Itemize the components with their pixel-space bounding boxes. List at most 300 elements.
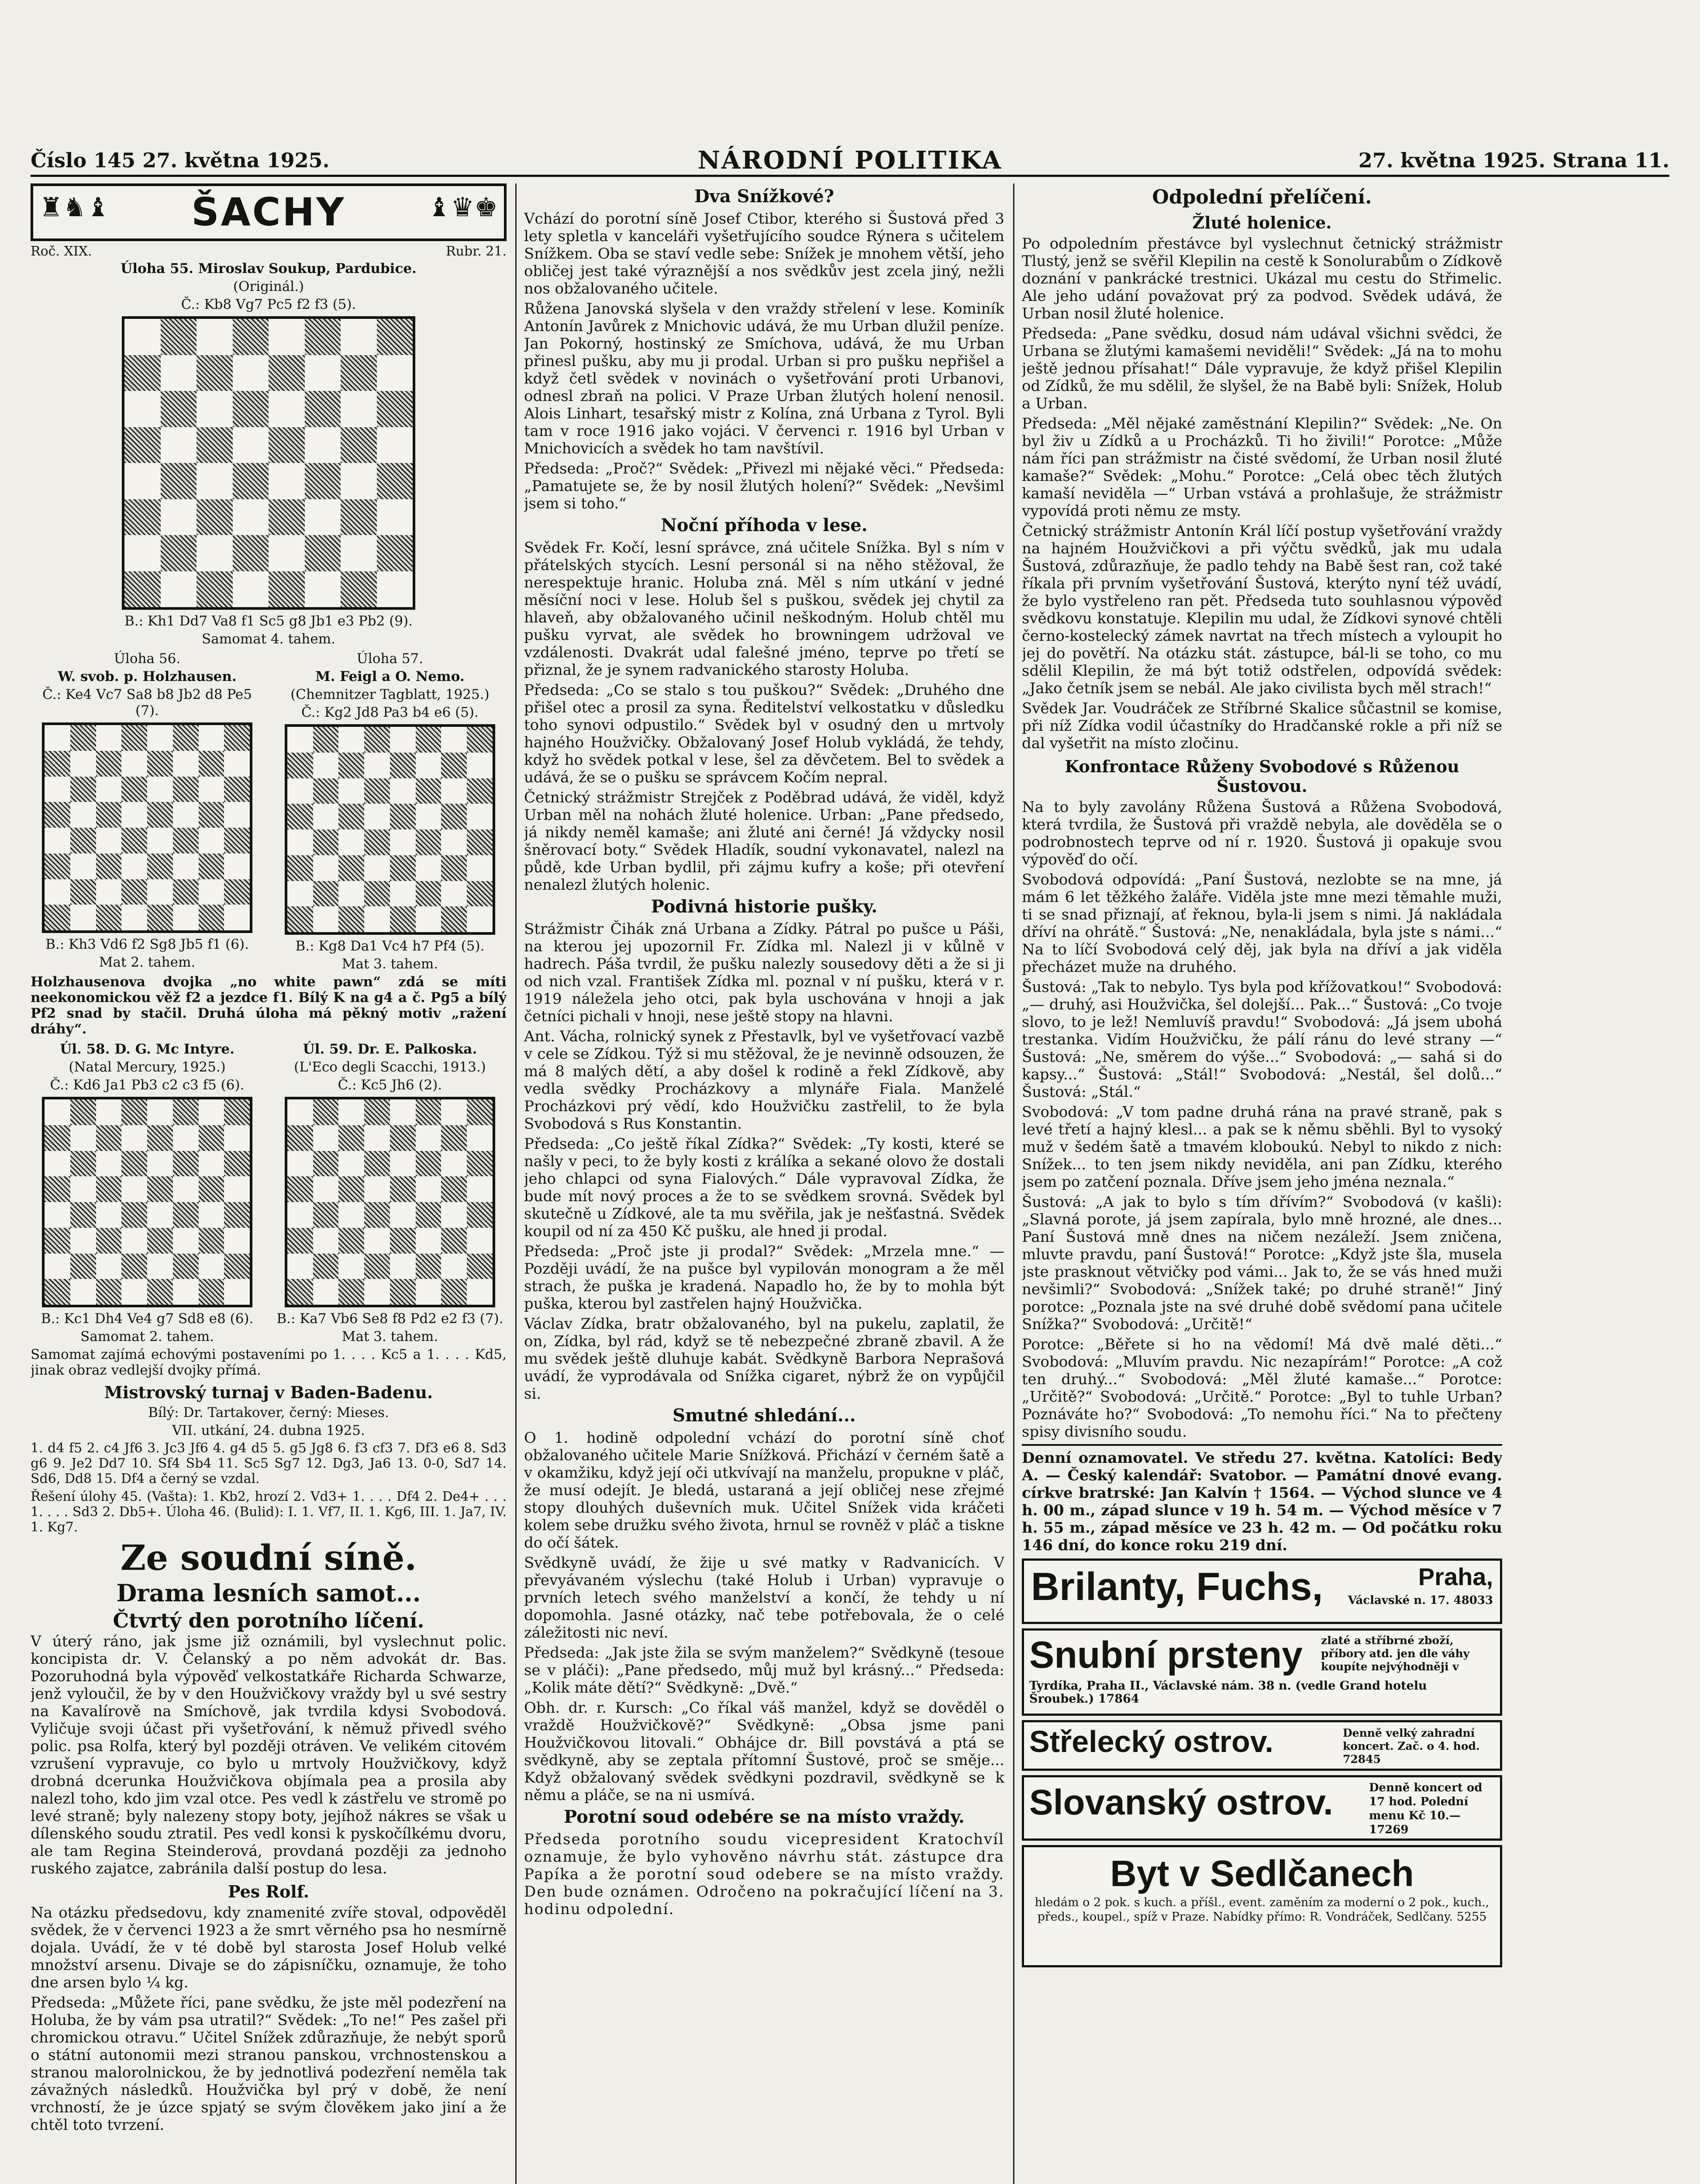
board-square <box>121 905 147 930</box>
board-square <box>224 725 250 751</box>
board-square <box>305 319 341 355</box>
board-square <box>313 778 339 804</box>
board-square <box>441 906 467 932</box>
board-square <box>269 391 305 427</box>
ad-text: Denně velký zahradní koncert. Zač. o 4. hod. 72845 <box>1343 1727 1480 1766</box>
board-square <box>121 828 147 854</box>
board-square <box>199 1279 224 1305</box>
board-square <box>70 828 96 854</box>
board-square <box>124 391 161 427</box>
board-square <box>287 906 313 932</box>
problem-58-goal: Samomat 2. tahem. <box>80 1329 214 1344</box>
board-square <box>441 881 467 907</box>
board-square <box>416 1228 441 1254</box>
board-square <box>70 802 96 828</box>
board-square <box>341 391 377 427</box>
board-square <box>377 391 413 427</box>
board-square <box>305 571 341 608</box>
board-square <box>121 802 147 828</box>
board-square <box>287 1254 313 1279</box>
board-square <box>338 906 364 932</box>
ad-strelecky-ostrov <box>1022 1720 1502 1771</box>
board-square <box>147 1228 173 1254</box>
problem-57-white: B.: Kg8 Da1 Vc4 h7 Pf4 (5). <box>295 938 485 954</box>
problem-57-source: (Chemnitzer Tagblatt, 1925.) <box>290 687 490 702</box>
problem-59-black: Č.: Kc5 Jh6 (2). <box>338 1077 442 1093</box>
board-square <box>467 778 493 804</box>
board-square <box>364 881 390 907</box>
board-square <box>233 427 269 463</box>
board-square <box>161 391 197 427</box>
board-square <box>390 829 416 855</box>
board-square <box>341 463 377 499</box>
board-square <box>467 753 493 778</box>
board-square <box>173 854 199 879</box>
board-square <box>173 1176 199 1202</box>
board-square <box>467 1151 493 1177</box>
board-square <box>233 319 269 355</box>
problem-55-goal: Samomat 4. tahem. <box>202 631 335 647</box>
problem-59-goal: Mat 3. tahem. <box>341 1329 438 1344</box>
board-square <box>45 1279 70 1305</box>
board-square <box>121 1279 147 1305</box>
article-paragraph: Svědek Fr. Kočí, lesní správce, zná učitele Snížka. Byl s ním v přátelských stycích. Lesní personál si na něho stěžoval, že nerespektuje hranic. Holuba zná. Měl s ním utkání v jedné měsíční noci v lese. Holub šel s puškou, svědek jej chytil za hlaveň, aby obžalovaného učinil neškodným. Holub chtěl mu pušku vyrvat, ale svědek ho browningem udržoval ve vzdálenosti. Dvakrát udal falešné jméno, teprve po třetí se přiznal, že je synem radvanického starosty Holuba. <box>524 539 1004 679</box>
board-square <box>147 725 173 751</box>
court-subtitle: Drama lesních samot... <box>116 1579 421 1607</box>
board-square <box>147 1279 173 1305</box>
board-square <box>173 1151 199 1177</box>
board-square <box>338 804 364 829</box>
board-square <box>377 535 413 571</box>
board-square <box>313 1228 339 1254</box>
board-square <box>390 906 416 932</box>
board-square <box>390 881 416 907</box>
board-square <box>45 802 70 828</box>
board-square <box>45 905 70 930</box>
solutions: Řešení úlohy 45. (Vašta): 1. Kb2, hrozí 2. Vd3+ 1. . . . Df4 2. De4+ . . . 1. . . . Sd3 2. Db5+. Úloha 46. (Bulid): I. 1. Vf7, II. 1. Kg6, III. 1. Ja7, IV. 1. Kg7. <box>31 1489 507 1535</box>
article-paragraph: Předseda: „Proč jste ji prodal?“ Svědek: „Mrzela mne.“ — Později uvádí, že na pušce byl vypilován monogram a že měl strach, že puška je kradená. Napadlo ho, že by to mohla být puška, kterou byl zastřelen hajný Houžvička. <box>524 1243 1004 1313</box>
board-square <box>224 1125 250 1151</box>
board-square <box>441 1125 467 1151</box>
board-square <box>199 1202 224 1228</box>
right-column <box>1022 183 1502 2184</box>
board-square <box>124 463 161 499</box>
problem-59-white: B.: Ka7 Vb6 Se8 f8 Pd2 e2 f3 (7). <box>276 1311 503 1327</box>
board-square <box>233 535 269 571</box>
board-square <box>313 1125 339 1151</box>
board-square <box>313 855 339 881</box>
chess-board-59 <box>285 1097 495 1307</box>
article-paragraph: Šustová: „A jak to bylo s tím dřívím?“ Svobodová (v kašli): „Slavná porote, já jsem zapírala, bylo mně hrozné, ale dnes... Paní Šustová mně dnes na ničem nezáleží. Jsem zničena, mluvte pravdu, paní Šustová!“ Porotce: „Když jste šla, musela jste prasknout větvičky pod vámi... Jak to, že se vás hned muži nevšimli?“ Svobodová: „Snížek také; po druhé straně!“ Jiný porotce: „Poznala jste na své druhé době svědomí pana učitele Snížka?“ Svobodová: „Určitě!“ <box>1022 1193 1502 1333</box>
board-square <box>364 1099 390 1125</box>
board-square <box>467 906 493 932</box>
board-square <box>70 1125 96 1151</box>
board-square <box>121 1151 147 1177</box>
chess-column <box>31 183 507 2184</box>
chess-pieces-icon: ♜♞♝ <box>39 192 110 223</box>
board-square <box>199 777 224 802</box>
board-square <box>338 1228 364 1254</box>
board-square <box>121 879 147 905</box>
board-square <box>377 571 413 608</box>
board-square <box>199 1099 224 1125</box>
board-square <box>96 751 122 777</box>
problem-57-author: M. Feigl a O. Nemo. <box>315 669 465 684</box>
board-square <box>124 571 161 608</box>
board-square <box>416 1176 441 1202</box>
ad-city: Praha, <box>1418 1563 1493 1590</box>
board-square <box>338 1279 364 1305</box>
ad-brand: Slovanský ostrov. <box>1029 1783 1333 1822</box>
ad-text: hledám o 2 pok. s kuch. a příšl., event. zaměním za moderní o 2 pok., kuch., předs., koupel., spíž v Praze. Nabídky přímo: R. Vondráček, Sedlčany. 5255 <box>1034 1896 1490 1924</box>
board-square <box>269 535 305 571</box>
board-square <box>173 777 199 802</box>
column-divider <box>1013 183 1014 2184</box>
board-square <box>287 804 313 829</box>
article-paragraph: Po odpoledním přestávce byl vyslechnut četnický strážmistr Tlustý, jenž se svěřil Klepilin na cestě k Sonolurabům o Zídkově doznání v pankrácké trestnici. Ukázal mu cestu do Střimelic. Ale jeho udání považovat prý za podvod. Svědek udává, že Urban nosil žluté holenice. <box>1022 235 1502 322</box>
board-square <box>416 1279 441 1305</box>
article-paragraph: Předseda: „Proč?“ Svědek: „Přivezl mi nějaké věci.“ Předseda: „Pamatujete se, že by nosil žlutých holení?“ Svědek: „Nevšiml jsem si toho.“ <box>524 460 1004 512</box>
board-square <box>269 319 305 355</box>
board-square <box>124 319 161 355</box>
date-page: 27. května 1925. Strana 11. <box>1358 149 1669 172</box>
middle-column <box>524 183 1004 2184</box>
board-square <box>70 1099 96 1125</box>
board-square <box>161 571 197 608</box>
board-square <box>377 463 413 499</box>
board-square <box>45 725 70 751</box>
board-square <box>96 1228 122 1254</box>
board-square <box>224 854 250 879</box>
board-square <box>467 1228 493 1254</box>
board-square <box>313 1279 339 1305</box>
board-square <box>313 753 339 778</box>
board-square <box>390 1151 416 1177</box>
court-paragraph: Na otázku předsedovu, kdy znamenité zvíře stoval, odpověděl svědek, že v červenci 1923 a že smrt věrného psa ho nesmírně dojala. Uvádí, že v té době byl starosta Josef Holub velké množství arsenu. Divaje se do zápisníčku, oznamuje, že toho dne arsen bylo ¼ kg. <box>31 1904 507 1991</box>
board-square <box>224 1228 250 1254</box>
board-square <box>199 751 224 777</box>
calendar-notice: Denní oznamovatel. Ve středu 27. května. Katolíci: Bedy A. — Český kalendář: Svatobor. — Památní dnové evang. církve bratrské: Jan Kalvín † 1564. — Východ slunce ve 4 h. 00 m., západ slunce v 19 h. 54 m. — Východ měsíce v 7 h. 55 m., západ měsíce ve 23 h. 42 m. — Od počátku roku 146 dní, do konce roku 219 dní. <box>1022 1449 1502 1554</box>
article-paragraph: Porotce: „Běřete si ho na vědomí! Má dvě malé děti...“ Svobodová: „Mluvím pravdu. Nic nezapírám!“ Porotce: „A což ten druhý...“ Svobodová: „Měl žluté kamaše...“ Porotce: „Určitě?“ Svobodová: „Určitě.“ Porotce: „Byl to tuhle Urban? Poznáváte ho?“ Svobodová: „To nemohu říci.“ Na to přečteny spisy divisního soudu. <box>1022 1336 1502 1441</box>
board-square <box>390 778 416 804</box>
board-square <box>161 535 197 571</box>
board-square <box>199 1176 224 1202</box>
article-paragraph: Předseda porotního soudu vicepresident Kratochvíl oznamuje, že bylo vyhověno návrhu stát. zástupce dra Papíka a že porotní soud odebere se na místo vraždy. Den bude oznámen. Odročeno na pokračující líčení na 3. hodinu odpolední. <box>524 1831 1004 1918</box>
board-square <box>305 463 341 499</box>
board-square <box>173 1125 199 1151</box>
chess-board-55 <box>122 316 415 610</box>
board-square <box>441 804 467 829</box>
board-square <box>441 855 467 881</box>
board-square <box>269 463 305 499</box>
board-square <box>338 829 364 855</box>
board-square <box>313 1254 339 1279</box>
board-square <box>45 828 70 854</box>
board-square <box>341 427 377 463</box>
board-square <box>341 571 377 608</box>
article-paragraph: Vchází do porotní síně Josef Ctibor, kterého si Šustová před 3 lety spletla v kanceláři vyšetřujícího soudce Rýnera s učitelem Snížkem. Oba se staví vedle sebe: Snížek je mnohem větší, jeho obličej jest také výraznější a nos svědkův jest zcela jiný, nežli nos obžalovaného učitele. <box>524 210 1004 297</box>
board-square <box>338 1099 364 1125</box>
game-moves: 1. d4 f5 2. c4 Jf6 3. Jc3 Jf6 4. g4 d5 5. g5 Jg8 6. f3 cf3 7. Df3 e6 8. Sd3 g6 9. Je2 Dd7 10. Sf4 Sb4 11. Sc5 Sg7 12. Dg3, Ja6 13. 0-0, Sd7 14. Sd6, Dd8 15. Df4 a černý se vzdal. <box>31 1441 507 1486</box>
board-square <box>147 751 173 777</box>
board-square <box>224 1099 250 1125</box>
chess-board-58 <box>42 1097 252 1307</box>
ad-text: zlaté a stříbrné zboží, příbory atd. jen dle váhy koupíte nejvýhodněji v <box>1321 1634 1470 1673</box>
board-square <box>390 804 416 829</box>
board-square <box>96 802 122 828</box>
board-square <box>70 879 96 905</box>
board-square <box>124 535 161 571</box>
board-square <box>467 829 493 855</box>
article-heading: Dva Snížkové? <box>694 186 834 207</box>
board-square <box>233 499 269 536</box>
board-square <box>173 751 199 777</box>
board-square <box>287 1202 313 1228</box>
board-square <box>96 905 122 930</box>
board-square <box>390 1228 416 1254</box>
board-square <box>161 427 197 463</box>
ad-snubni-prsteny <box>1022 1628 1502 1716</box>
board-square <box>173 1099 199 1125</box>
article-paragraph: Ant. Vácha, rolnický synek z Přestavlk, byl ve vyšetřovací vazbě v cele se Zídkou. Týž si mu stěžoval, že je nevinně odsouzen, že má 8 malých dětí, a aby došel k rodině a řekl Zídkově, aby vedla svědky Procházkovy a mlynáře Fiala. Manželé Procházkovi prý vědí, kdo Houžvičku zastřelil, to že byla Svobodová s Rus Konstantin. <box>524 1028 1004 1133</box>
board-square <box>173 905 199 930</box>
article-paragraph: Václav Zídka, bratr obžalovaného, byl na pukelu, zaplatil, že on, Zídka, byl rád, když se tě nebezpečné zbraně zbavil. A že mu svědek ještě dluhuje kabát. Svědkyně Barbora Neprašová uvádí, že vyprodávala od Snížka cigaret, nýbrž že on vypůjčil si. <box>524 1315 1004 1403</box>
board-square <box>224 1254 250 1279</box>
board-square <box>173 1202 199 1228</box>
board-square <box>467 804 493 829</box>
column-divider <box>515 183 517 2184</box>
board-square <box>441 778 467 804</box>
board-square <box>364 855 390 881</box>
board-square <box>173 1254 199 1279</box>
board-square <box>364 727 390 753</box>
board-square <box>121 1254 147 1279</box>
board-square <box>313 1099 339 1125</box>
board-square <box>416 778 441 804</box>
problem-57-label: Úloha 57. <box>356 651 424 667</box>
chess-pieces-icon: ♝♛♚ <box>427 192 498 223</box>
article-paragraph: Svobodová: „V tom padne druhá rána na pravé straně, pak s levé třetí a hajný klesl... a pak se k němu sběhli. Byl to vysoký muž v šedém šatě a tmavém kloboukú. Nebyl to nikdo z nich: Snížek... to ten jsem nikdy neviděla, ani pan Zídku, kterého jsem po zatčení poznala. Dříve jsem jeho jména neznala.“ <box>1022 1103 1502 1191</box>
board-square <box>224 828 250 854</box>
board-square <box>199 725 224 751</box>
board-square <box>305 355 341 391</box>
board-square <box>70 854 96 879</box>
ad-address: Tyrdíka, Praha II., Václavské nám. 38 n. (vedle Grand hotelu Šroubek.) 17864 <box>1029 1679 1427 1706</box>
rubric: Rubr. 21. <box>446 244 507 259</box>
board-square <box>287 778 313 804</box>
problem-55-title: Úloha 55. Miroslav Soukup, Pardubice. <box>121 261 417 276</box>
board-square <box>161 499 197 536</box>
board-square <box>441 753 467 778</box>
board-square <box>161 319 197 355</box>
board-square <box>96 1125 122 1151</box>
board-square <box>416 1099 441 1125</box>
board-square <box>416 906 441 932</box>
board-square <box>45 879 70 905</box>
board-square <box>147 777 173 802</box>
board-square <box>390 727 416 753</box>
board-square <box>467 1202 493 1228</box>
board-square <box>287 727 313 753</box>
ad-brand: Byt v Sedlčanech <box>1110 1853 1414 1894</box>
board-square <box>161 463 197 499</box>
board-square <box>341 499 377 536</box>
board-square <box>161 355 197 391</box>
board-square <box>338 1254 364 1279</box>
holzhausen-note: Holzhausenova dvojka „no white pawn“ zdá se míti neekonomickou věž f2 a jezdce f1. Bílý K na g4 a č. Pg5 a bílý Pf2 snad by stačil. Druhá úloha má pěkný motiv „ražení dráhy“. <box>31 974 507 1037</box>
board-square <box>364 778 390 804</box>
rolf-heading: Pes Rolf. <box>228 1882 309 1901</box>
board-square <box>338 1202 364 1228</box>
board-square <box>287 881 313 907</box>
board-square <box>364 1125 390 1151</box>
board-square <box>313 906 339 932</box>
board-square <box>124 355 161 391</box>
board-square <box>96 1176 122 1202</box>
board-square <box>173 1279 199 1305</box>
article-subheading: Žluté holenice. <box>1192 213 1332 232</box>
board-square <box>147 1151 173 1177</box>
board-square <box>96 1202 122 1228</box>
board-square <box>341 355 377 391</box>
board-square <box>390 1099 416 1125</box>
ad-text: Denně koncert od 17 hod. Polední menu Kč 10.— 17269 <box>1369 1781 1483 1836</box>
board-square <box>377 427 413 463</box>
board-square <box>45 854 70 879</box>
board-square <box>199 1125 224 1151</box>
board-square <box>364 1176 390 1202</box>
board-square <box>338 1176 364 1202</box>
board-square <box>70 905 96 930</box>
board-square <box>441 1176 467 1202</box>
court-title: Ze soudní síně. <box>120 1537 417 1578</box>
board-square <box>121 1125 147 1151</box>
board-square <box>416 1254 441 1279</box>
board-square <box>441 1228 467 1254</box>
board-square <box>467 1099 493 1125</box>
board-square <box>305 391 341 427</box>
board-square <box>199 828 224 854</box>
board-square <box>224 777 250 802</box>
chess-heading <box>31 183 507 241</box>
board-square <box>364 753 390 778</box>
board-square <box>313 1202 339 1228</box>
article-paragraph: Předseda: „Měl nějaké zaměstnání Klepilin?“ Svědek: „Ne. On byl živ u Zídků a u Procházků. Ti ho živili!“ Porotce: „Může nám říci pan strážmistr na čisté svědomí, že Urban nosil žluté kamaše?“ Svědek: „Mohu.“ Porotce: „Celá obec těch žlutých kamaší neviděla —“ Urban vstává a prohlašuje, že strážmistr vypovídá proti němu ze msty. <box>1022 415 1502 520</box>
board-square <box>45 1254 70 1279</box>
board-square <box>364 804 390 829</box>
ad-slovansky-ostrov <box>1022 1775 1502 1841</box>
article-paragraph: O 1. hodině odpolední vchází do porotní síně choť obžalovaného učitele Marie Snížková. Přichází v černém šatě a v okamžiku, když její oči utkvívají na manželu, propukne v pláč, že musí odejít. Je bledá, ustaraná a její obličej nese zřejmé stopy dlouhých duševních muk. Učitel Snížek vida kráčeti kolem sebe družku svého života, hrnul se rovněž v pláč a tiskne do očí šátek. <box>524 1429 1004 1552</box>
problem-59-label: Úl. 59. Dr. E. Palkoska. <box>303 1041 477 1057</box>
problem-58-label: Úl. 58. D. G. Mc Intyre. <box>60 1041 234 1057</box>
board-square <box>197 571 233 608</box>
board-square <box>441 1279 467 1305</box>
board-square <box>121 1202 147 1228</box>
article-paragraph: Předseda: „Jak jste žila se svým manželem?“ Svědkyně (tesoue se v pláči): „Pane předsedo, můj muž byl krásný...“ Předseda: „Kolik máte dětí?“ Svědkyně: „Dvě.“ <box>524 1644 1004 1697</box>
board-square <box>305 535 341 571</box>
article-paragraph: Předseda: „Co ještě říkal Zídka?“ Svědek: „Ty kosti, které se našly v peci, to že byly kosti z králíka a sekané olovo že dostali jeho chlapci od syna Fialových.“ Dále vypravoval Zídka, že bude mít nový proces a že to se svědkem srovná. Svědek byl skutečně u Zídkové, ale ta mu svěřila, jak je nešťastná. Svědek koupil od ní za 450 Kč pušku, ale hned ji prodal. <box>524 1135 1004 1240</box>
board-square <box>287 1176 313 1202</box>
board-square <box>467 855 493 881</box>
chess-board-56 <box>42 722 252 933</box>
board-square <box>197 355 233 391</box>
board-square <box>341 319 377 355</box>
board-square <box>287 1279 313 1305</box>
board-square <box>96 1254 122 1279</box>
board-square <box>173 1228 199 1254</box>
problem-56-black: Č.: Ke4 Vc7 Sa8 b8 Jb2 d8 Pe5 (7). <box>42 687 252 719</box>
court-paragraph: V úterý ráno, jak jsme již oznámili, byl vyslechnut polic. koncipista dr. V. Čelanský a po něm advokát dr. Bas. Pozoruhodná byla výpověď velkostatkáře Richarda Schwarze, jenž vyloučil, že by v den Houžvičkovy vraždy byl u své sestry na Kavalírově na Smíchově, jak tvrdila kdysi Svobodová. Vyličuje svoji účast při vyšetřování, k němuž přivedl svého polic. psa Rolfa, který byl později otráven. Ve velikém citovém vzrušení vypravuje, co bylo u mrtvoly Houžvičkovy, když drobná dcerunka Houžvičkova objímala pea a prosila aby nalezl toho, kdo jim vzal otce. Pes vedl k zástřelu ve stromě po levé straně; byly nalezeny stopy boty, jejíhož nákres se však u dílenského soudu ztratil. Pes vedl konsi k pyskočílkému dvoru, ale tam Regina Steinderová, provdaná později za jednoho ruského zajatce, zabránila další postup do lesa. <box>31 1633 507 1877</box>
board-square <box>313 881 339 907</box>
board-square <box>121 725 147 751</box>
problem-57-black: Č.: Kg2 Jd8 Pa3 b4 e6 (5). <box>301 705 479 720</box>
board-square <box>121 1099 147 1125</box>
article-paragraph: Předseda: „Co se stalo s tou puškou?“ Svědek: „Druhého dne přišel otec a prosil za syna. Ředitelství velkostatku v důsledku toho synovi odpustilo.“ Svědek byl v osudný den u mrtvoly hajného Houžvičky. Obžalovaný Josef Holub vykládá, že tehdy, když ho svědek potkal v lese, šel za děvčetem. Bel to svědek a udává, že se o pušku se správcem Kočím nepral. <box>524 681 1004 786</box>
board-square <box>416 1151 441 1177</box>
board-square <box>147 879 173 905</box>
board-square <box>467 1125 493 1151</box>
board-square <box>45 1151 70 1177</box>
board-square <box>45 1202 70 1228</box>
board-square <box>364 1151 390 1177</box>
problem-58-source: (Natal Mercury, 1925.) <box>69 1059 226 1075</box>
board-square <box>199 1254 224 1279</box>
board-square <box>416 855 441 881</box>
board-square <box>197 391 233 427</box>
board-square <box>121 1176 147 1202</box>
board-square <box>96 828 122 854</box>
board-square <box>338 881 364 907</box>
board-square <box>441 727 467 753</box>
board-square <box>173 725 199 751</box>
board-square <box>364 1279 390 1305</box>
board-square <box>45 1176 70 1202</box>
board-square <box>147 1125 173 1151</box>
board-square <box>70 725 96 751</box>
article-paragraph: Šustová: „Tak to nebylo. Tys byla pod křížovatkou!“ Svobodová: „— druhý, asi Houžvička, šel dolejší... Pak...“ Šustová: „Co tvoje slovo, to je lež! Nemluvíš pravdu!“ Svobodová: „Já jsem ubohá trestanka. Vidím Houžvičku, že pálí ránu do levé strany —“ Šustová: „Ne, směrem do výše...“ Svobodová: „— sahá si do kapsy...“ Šustová: „Stál!“ Svobodová: „Nestál, šel dolů...“ Šustová: „Stál.“ <box>1022 978 1502 1101</box>
board-square <box>199 802 224 828</box>
board-square <box>441 1151 467 1177</box>
board-square <box>377 499 413 536</box>
board-square <box>197 499 233 536</box>
article-paragraph: Svobodová odpovídá: „Paní Šustová, nezlobte se na mne, já mám 6 let těžkého žaláře. Viděla jste mne mezi těmahle muži, ti se snad přiznají, ať řeknou, byla-li jsem s nimi. Já nakládala dříví na ohrátě.“ Šustová: „Ne, nenakládala, byla jste s námi...“ Na to líčí Svobodová celý děj, jak byla na dříví a jak viděla přecházet muže na druhého. <box>1022 871 1502 976</box>
problem-55-black: Č.: Kb8 Vg7 Pc5 f2 f3 (5). <box>181 297 356 312</box>
tournament-players: Bílý: Dr. Tartakover, černý: Mieses. <box>148 1405 389 1420</box>
board-square <box>441 1254 467 1279</box>
board-square <box>287 1099 313 1125</box>
board-square <box>416 1202 441 1228</box>
tournament-title: Mistrovský turnaj v Baden-Badenu. <box>104 1382 433 1402</box>
volume: Roč. XIX. <box>31 244 92 259</box>
board-square <box>70 1202 96 1228</box>
board-square <box>197 427 233 463</box>
board-square <box>287 1125 313 1151</box>
board-square <box>70 751 96 777</box>
problem-56-author: W. svob. p. Holzhausen. <box>58 669 237 684</box>
article-paragraph: Četnický strážmistr Antonín Král líčí postup vyšetřování vraždy na hajném Houžvičkovi a při výčtu svědků, jak mu udala Šustová, zdůrazňuje, že padlo tehdy na Babě šest ran, což také říkala při prvním vyšetřování Šustová, kterýto nyní též uvádí, že bylo vystřeleno ran pět. Předseda tuto souhlasnou výpověď svědkovu konstatuje. Klepilin mu udal, že Zídkovi synové chtěli černo-kostelecký zámek navrtat na třech místech a vyloupit ho jej do povětří. Na otázku stát. zástupce, bál-li se toho, co mu sdělil Klepilin, že má být totiž odstřelen, odpovídá svědek: „Jako četník jsem se nebál. Ale jako civilista bych měl strach!“ <box>1022 522 1502 697</box>
board-square <box>416 1125 441 1151</box>
board-square <box>70 1228 96 1254</box>
issue-info: Číslo 145 27. května 1925. <box>31 149 330 172</box>
board-square <box>416 881 441 907</box>
board-square <box>70 1151 96 1177</box>
board-square <box>224 1176 250 1202</box>
board-square <box>305 427 341 463</box>
board-square <box>70 1254 96 1279</box>
board-square <box>45 751 70 777</box>
article-paragraph: Na to byly zavolány Růžena Šustová a Růžena Svobodová, která tvrdila, že Šustová při vraždě nebyla, ale dověděla se o podrobnostech teprve od ní r. 1920. Šustová ji opakuje svou výpověď do očí. <box>1022 798 1502 868</box>
board-square <box>173 802 199 828</box>
